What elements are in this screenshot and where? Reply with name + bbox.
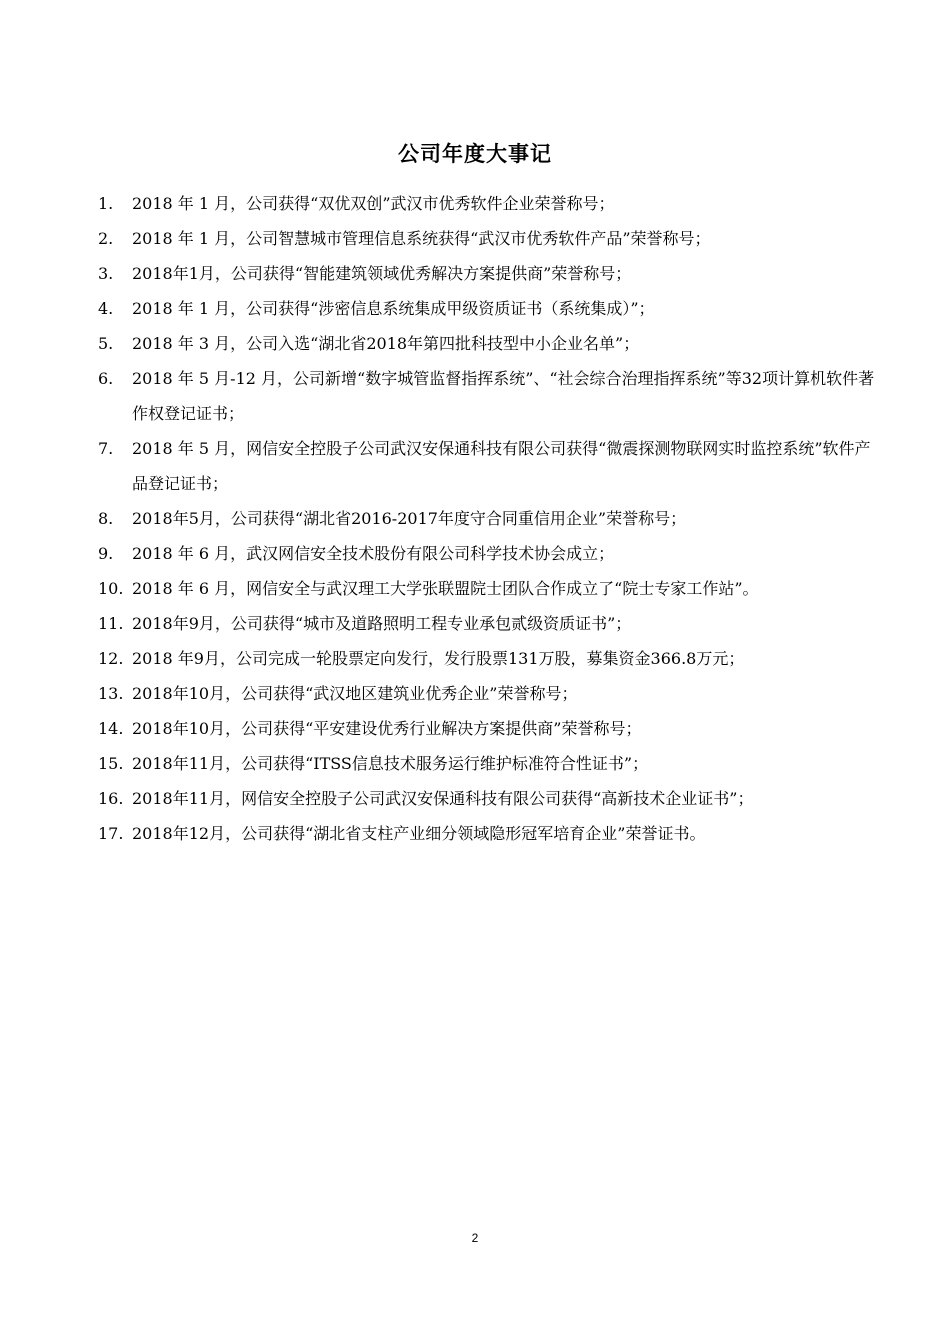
list-item [98,326,878,361]
list-item-number: 16. [98,789,124,808]
list-item-text: 2018 年 6 月，武汉网信安全技术股份有限公司科学技术协会成立； [132,544,615,563]
list-item [98,711,878,746]
list-item [98,501,878,536]
list-item-text: 2018 年 1 月，公司获得“涉密信息系统集成甲级资质证书（系统集成）”； [132,299,655,318]
list-item-text: 2018 年 6 月，网信安全与武汉理工大学张联盟院士团队合作成立了“院士专家工作站”。 [132,579,759,598]
list-item [98,571,878,606]
list-item-text: 2018 年 1 月，公司智慧城市管理信息系统获得“武汉市优秀软件产品”荣誉称号； [132,229,711,248]
list-item-text: 2018年10月，公司获得“平安建设优秀行业解决方案提供商”荣誉称号； [132,719,642,738]
list-item [98,431,878,501]
list-item-number: 11. [98,614,124,633]
list-item-text: 2018年10月，公司获得“武汉地区建筑业优秀企业”荣誉称号； [132,684,578,703]
list-item-number: 15. [98,754,124,773]
list-item-text: 2018 年 1 月，公司获得“双优双创”武汉市优秀软件企业荣誉称号； [132,194,615,213]
list-item [98,676,878,711]
list-item-number: 3. [98,264,114,283]
list-item-text: 2018年5月，公司获得“湖北省2016-2017年度守合同重信用企业”荣誉称号； [132,509,687,528]
list-item [98,536,878,571]
list-item [98,816,878,851]
list-item-text: 2018年1月，公司获得“智能建筑领域优秀解决方案提供商”荣誉称号； [132,264,632,283]
list-item-number: 2. [98,229,114,248]
list-item [98,186,878,221]
list-item-number: 7. [98,439,114,458]
list-item-text: 2018 年 5 月-12 月，公司新增“数字城管监督指挥系统”、“社会综合治理指挥系统”等32项计算机软件著作权登记证书； [132,369,875,423]
event-list [98,186,878,851]
list-item-number: 10. [98,579,124,598]
list-item-number: 13. [98,684,124,703]
list-item [98,746,878,781]
list-item [98,291,878,326]
list-item-text: 2018 年 5 月，网信安全控股子公司武汉安保通科技有限公司获得“微震探测物联网实时监控系统”软件产品登记证书； [132,439,871,493]
list-item [98,606,878,641]
list-item-text: 2018年12月，公司获得“湖北省支柱产业细分领域隐形冠军培育企业”荣誉证书。 [132,824,706,843]
list-item-text: 2018 年 3 月，公司入选“湖北省2018年第四批科技型中小企业名单”； [132,334,640,353]
list-item [98,361,878,431]
list-item-number: 6. [98,369,114,388]
list-item-number: 9. [98,544,114,563]
list-item-text: 2018年11月，网信安全控股子公司武汉安保通科技有限公司获得“高新技术企业证书”； [132,789,754,808]
list-item-number: 4. [98,299,114,318]
list-item-number: 5. [98,334,114,353]
list-item-number: 17. [98,824,124,843]
list-item-number: 1. [98,194,114,213]
page-title: 公司年度大事记 [398,142,552,166]
list-item [98,781,878,816]
list-item [98,256,878,291]
list-item [98,221,878,256]
list-item-text: 2018 年9月，公司完成一轮股票定向发行，发行股票131万股，募集资金366.8万元； [132,649,745,668]
list-item-text: 2018年9月，公司获得“城市及道路照明工程专业承包贰级资质证书”； [132,614,632,633]
list-item-number: 14. [98,719,124,738]
list-item-text: 2018年11月，公司获得“ITSS信息技术服务运行维护标准符合性证书”； [132,754,649,773]
page-number: 2 [471,1231,479,1245]
list-item-number: 12. [98,649,124,668]
list-item [98,641,878,676]
list-item-number: 8. [98,509,114,528]
